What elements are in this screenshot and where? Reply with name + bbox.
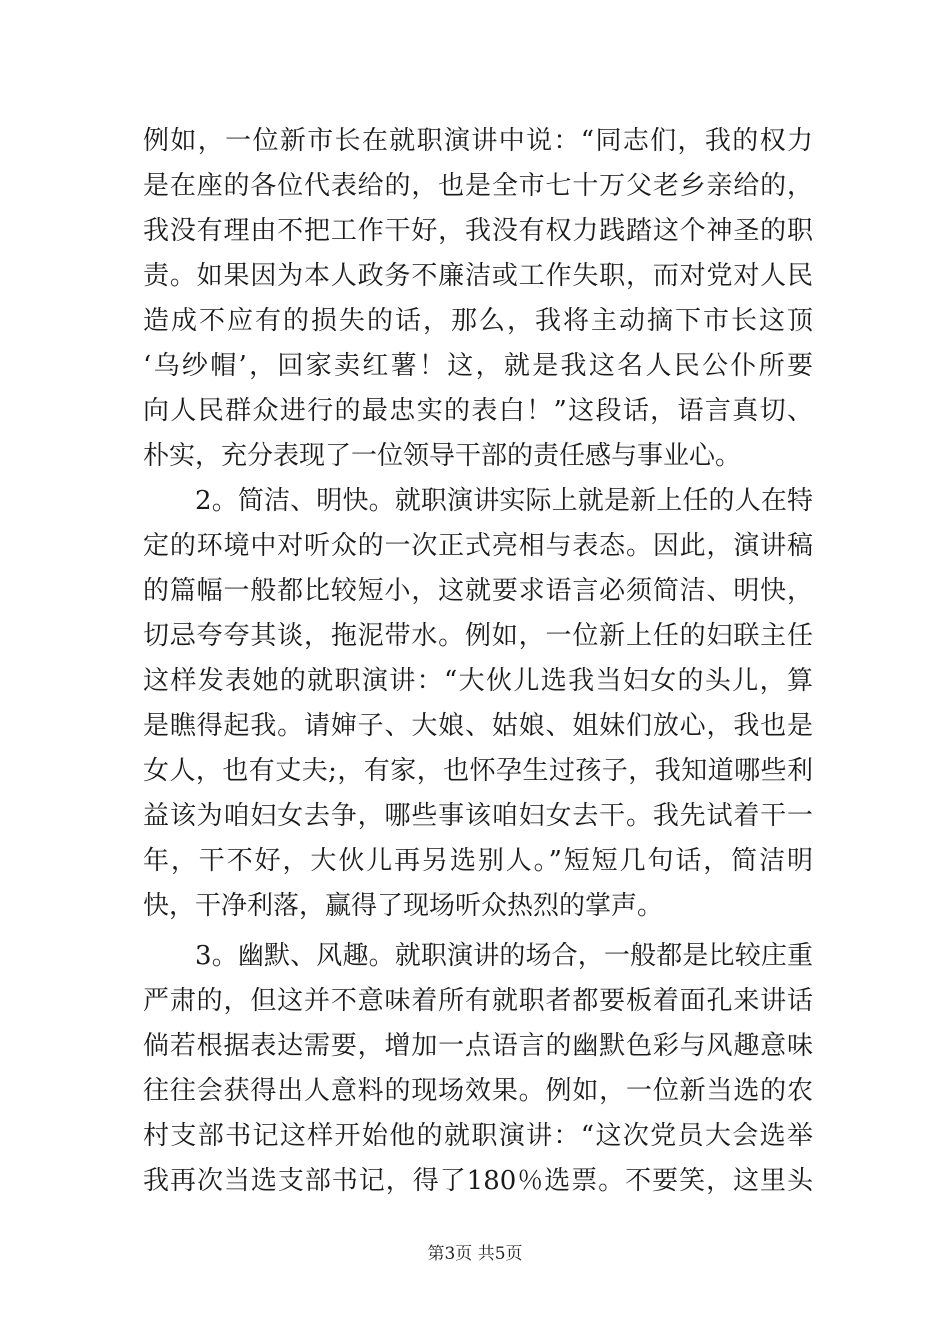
body-line: 倘若根据表达需要，增加一点语言的幽默色彩与风趣意味 — [143, 1031, 813, 1061]
body-line: 定的环境中对听众的一次正式亮相与表态。因此，演讲稿 — [143, 531, 813, 561]
body-line: 造成不应有的损失的话，那么，我将主动摘下市长这顶 — [143, 306, 813, 336]
body-line: 往往会获得出人意料的现场效果。例如，一位新当选的农 — [143, 1076, 813, 1106]
body-line: ‘乌纱帽’，回家卖红薯！这，就是我这名人民公仆所要 — [143, 351, 813, 381]
body-line: 责。如果因为本人政务不廉洁或工作失职，而对党对人民 — [143, 261, 813, 291]
body-line: 的篇幅一般都比较短小，这就要求语言必须简洁、明快， — [143, 576, 813, 606]
paragraph-heading-line: 3。幽默、风趣。就职演讲的场合，一般都是比较庄重 — [195, 941, 813, 971]
body-line: 例如，一位新市长在就职演讲中说：“同志们，我的权力 — [143, 126, 813, 156]
body-line: 向人民群众进行的最忠实的表白！”这段话，语言真切、 — [143, 396, 813, 426]
body-line: 是在座的各位代表给的，也是全市七十万父老乡亲给的， — [143, 171, 813, 201]
body-line: 我没有理由不把工作干好，我没有权力践踏这个神圣的职 — [143, 216, 813, 246]
page-number-footer: 第3页 共5页 — [427, 1244, 523, 1264]
paragraph-heading-line: 2。简洁、明快。就职演讲实际上就是新上任的人在特 — [195, 486, 813, 516]
body-line: 年，干不好，大伙儿再另选别人。”短短几句话，简洁明 — [143, 846, 813, 876]
body-line: 是瞧得起我。请婶子、大娘、姑娘、姐妹们放心，我也是 — [143, 711, 813, 741]
body-line: 村支部书记这样开始他的就职演讲：“这次党员大会选举 — [143, 1121, 813, 1151]
body-line: 女人，也有丈夫;，有家，也怀孕生过孩子，我知道哪些利 — [143, 756, 813, 786]
body-line: 严肃的，但这并不意味着所有就职者都要板着面孔来讲话 — [143, 986, 813, 1016]
body-line: 朴实，充分表现了一位领导干部的责任感与事业心。 — [143, 441, 742, 471]
body-line: 益该为咱妇女去争，哪些事该咱妇女去干。我先试着干一 — [143, 801, 813, 831]
body-line: 我再次当选支部书记，得了180％选票。不要笑，这里头 — [143, 1166, 813, 1196]
body-line: 快，干净利落，赢得了现场听众热烈的掌声。 — [143, 891, 664, 921]
body-line: 切忌夸夸其谈，拖泥带水。例如，一位新上任的妇联主任 — [143, 621, 813, 651]
body-line: 这样发表她的就职演讲：“大伙儿选我当妇女的头儿，算 — [143, 666, 813, 696]
